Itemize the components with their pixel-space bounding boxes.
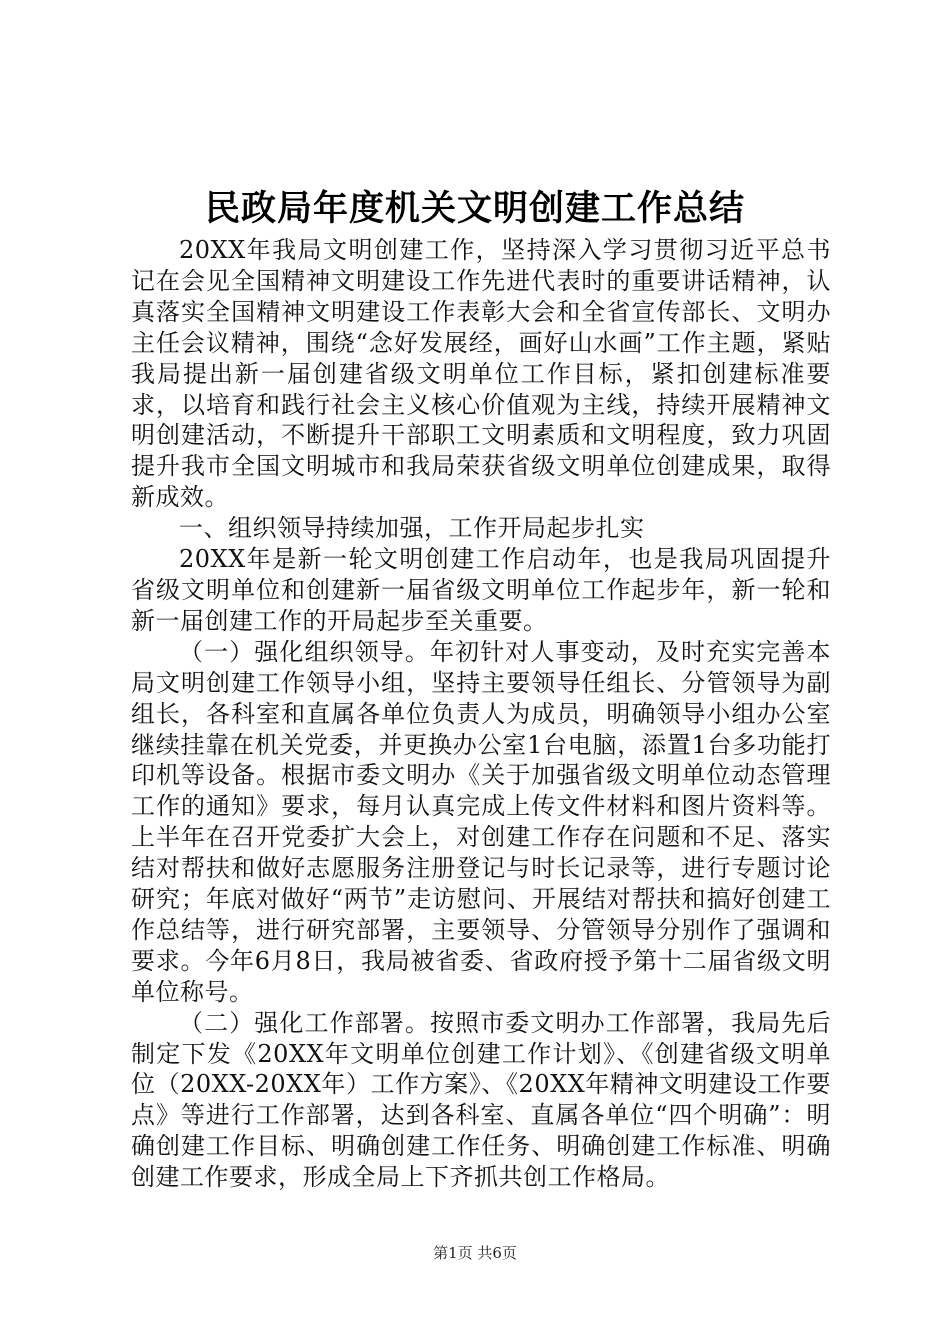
section-heading: 一、组织领导持续加强，工作开局起步扎实	[179, 514, 645, 543]
section-intro-paragraph: 20XX年是新一轮文明创建工作启动年，也是我局巩固提升省级文明单位和创建新一届省级文明单位工作起步年，新一轮和新一届创建工作的开局起步至关重要。	[131, 545, 831, 635]
document-title: 民政局年度机关文明创建工作总结	[204, 188, 745, 229]
document-body	[131, 235, 831, 1193]
subsection-1-paragraph: （一）强化组织领导。年初针对人事变动，及时充实完善本局文明创建工作领导小组，坚持主要领导任组长、分管领导为副组长，各科室和直属各单位负责人为成员，明确领导小组办公室继续挂靠在机关党委，并更换办公室1台电脑，添置1台多功能打印机等设备。根据市委文明办《关于加强省级文明单位动态管理工作的通知》要求，每月认真完成上传文件材料和图片资料等。上半年在召开党委扩大会上，对创建工作存在问题和不足、落实结对帮扶和做好志愿服务注册登记与时长记录等，进行专题讨论研究；年底对做好“两节”走访慰问、开展结对帮扶和搞好创建工作总结等，进行研究部署，主要领导、分管领导分别作了强调和要求。今年6月8日，我局被省委、省政府授予第十二届省级文明单位称号。	[131, 637, 831, 1006]
subsection-2-paragraph: （二）强化工作部署。按照市委文明办工作部署，我局先后制定下发《20XX年文明单位创建工作计划》、《创建省级文明单位（20XX-20XX年）工作方案》、《20XX年精神文明建设工作要点》等进行工作部署，达到各科室、直属各单位“四个明确”：明确创建工作目标、明确创建工作任务、明确创建工作标准、明确创建工作要求，形成全局上下齐抓共创工作格局。	[131, 1008, 831, 1192]
page-footer: 第1页 共6页	[433, 1244, 517, 1262]
intro-paragraph: 20XX年我局文明创建工作，坚持深入学习贯彻习近平总书记在会见全国精神文明建设工作先进代表时的重要讲话精神，认真落实全国精神文明建设工作表彰大会和全省宣传部长、文明办主任会议精神，围绕“念好发展经，画好山水画”工作主题，紧贴我局提出新一届创建省级文明单位工作目标，紧扣创建标准要求，以培育和践行社会主义核心价值观为主线，持续开展精神文明创建活动，不断提升干部职工文明素质和文明程度，致力巩固提升我市全国文明城市和我局荣获省级文明单位创建成果，取得新成效。	[131, 236, 831, 512]
